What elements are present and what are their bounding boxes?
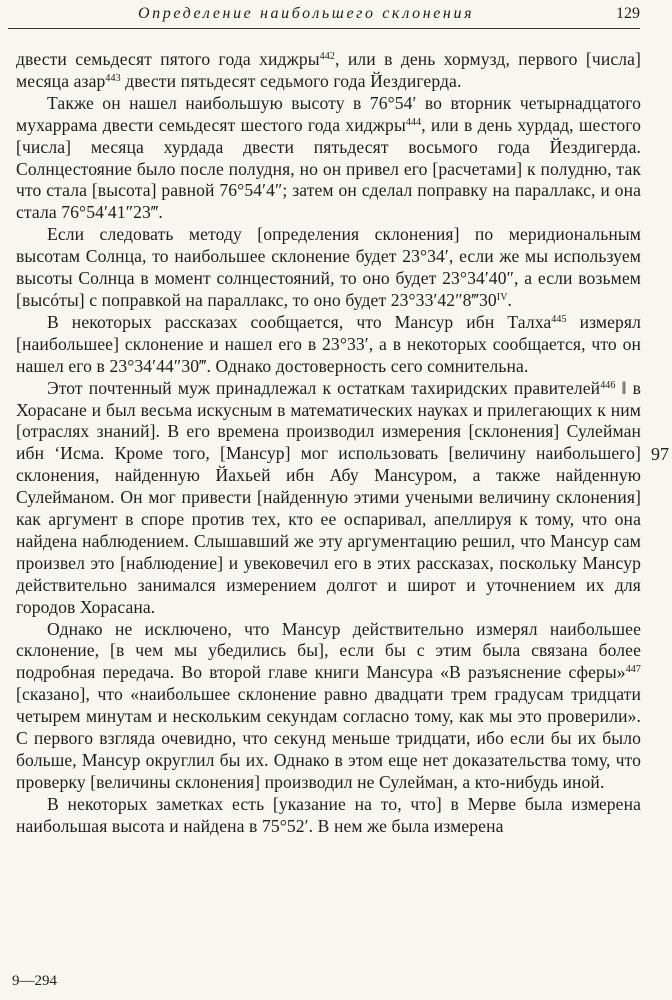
paragraph — [16, 794, 641, 838]
text-run: ‖ в Хорасане и был весьма искусным в математических науках и прилегающих к ним [отраслях знаний]. В его времена производил измерения [склонения] Сулейман ибн ‘Исма. Кроме того, [Мансур] мог использовать [величину наибольшего] склонения, найденную Йахьей ибн Абу Мансуром, а также найденную Сулейманом. Он мог привести [найденную этими учеными величину склонения] как аргумент в споре против тех, кто ее оспаривал, апеллируя к тому, что она найдена наблюдением. Слышавший же эту аргументацию решил, что Мансур сам произвел это [наблюдение] и увековечил его в этих рассказах, поскольку Мансур действительно занимался измерением долгот и широт и уточнением их для городов Хорасана. — [16, 377, 641, 617]
margin-page-marker: 97 — [651, 444, 669, 464]
footnote-ref: 447 — [625, 664, 641, 676]
footnote-ref: 444 — [405, 116, 422, 128]
text-run: В некоторых заметках есть [указание на то, что] в Мерве была измерена наибольшая высота и найдена в 75°52′. В нем же была измерена — [16, 793, 641, 836]
text-run: В некоторых рассказах сообщается, что Мансур ибн Талха — [47, 311, 552, 332]
text-run: [сказано], что «наибольшее склонение равно двадцати трем градусам тридцати четырем минутам и нескольким секундам согласно тому, как мы это проверили». С первого взгляда очевидно, что секунд меньше тридцати, ибо если бы их было больше, Мансур округлил бы их. Однако в этом еще нет доказательства тому, что проверку [величины склонения] производил не Сулейман, а кто-нибудь иной. — [16, 684, 641, 792]
text-run: , или в день хормузд, первого [числа] месяца азар — [16, 49, 641, 91]
footnote-ref: 442 — [319, 51, 335, 62]
text-run: Также он нашел наибольшую высоту в 76°54′ во вторник четырнадцатого мухаррама двести семьдесят шестого года хиджры — [16, 92, 641, 135]
paragraph — [16, 619, 641, 794]
running-header — [8, 2, 640, 32]
paragraph — [16, 49, 641, 93]
footnote-ref: 443 — [105, 72, 121, 84]
paragraph — [16, 224, 641, 312]
footnote-ref: 446 — [600, 379, 616, 391]
header-rule — [8, 28, 640, 29]
text-run: Однако не исключено, что Мансур действительно измерял наибольшее склонение, [в чем мы убедились бы], если бы с этим была связана более подробная передача. Во второй главе книги Мансура «В разъяснение сферы» — [16, 618, 641, 683]
text-run: Если следовать методу [определения склонения] по меридиональным высотам Солнца, то наибольшее склонение будет 23°34′, если же мы используем высоты Солнца в момент солнцестояний, то оно будет 23°34′40″, а если возьмем [высóты] с поправкой на параллакс, то оно будет 23°33′42″8‴30 — [16, 224, 641, 310]
paragraph — [16, 93, 641, 224]
text-run: измерял [наибольшее] склонение и нашел его в 23°33′, а в некоторых сообщается, что он нашел его в 23°34′44″30‴. Однако достоверность сего сомнительна. — [16, 311, 641, 376]
paragraph — [16, 378, 641, 619]
printer-signature: 9—294 — [12, 973, 57, 989]
text-run: двести семьдесят пятого года хиджры — [16, 49, 320, 69]
text-run: , или в день хурдад, шестого [числа] месяца хурдада двести пятьдесят восьмого года Йездигерда. Солнцестояние было после полудня, но он привел его [расчетами] к полудню, так что стала [высота] равной 76°54′4″; затем он сделал поправку на параллакс, и она стала 76°54′41″23‴. — [16, 114, 641, 223]
body-text — [16, 49, 641, 838]
paragraph — [16, 312, 641, 378]
text-run: . — [507, 289, 513, 310]
text-run: Этот почтенный муж принадлежал к остаткам тахиридских правителей — [47, 377, 601, 398]
footnote-ref: 445 — [551, 313, 567, 325]
page-number: 129 — [616, 5, 640, 22]
text-run: двести пятьдесят седьмого года Йездигерда. — [120, 70, 462, 91]
running-title: Определение наибольшего склонения — [138, 5, 475, 22]
footnote-ref: IV — [496, 291, 508, 303]
